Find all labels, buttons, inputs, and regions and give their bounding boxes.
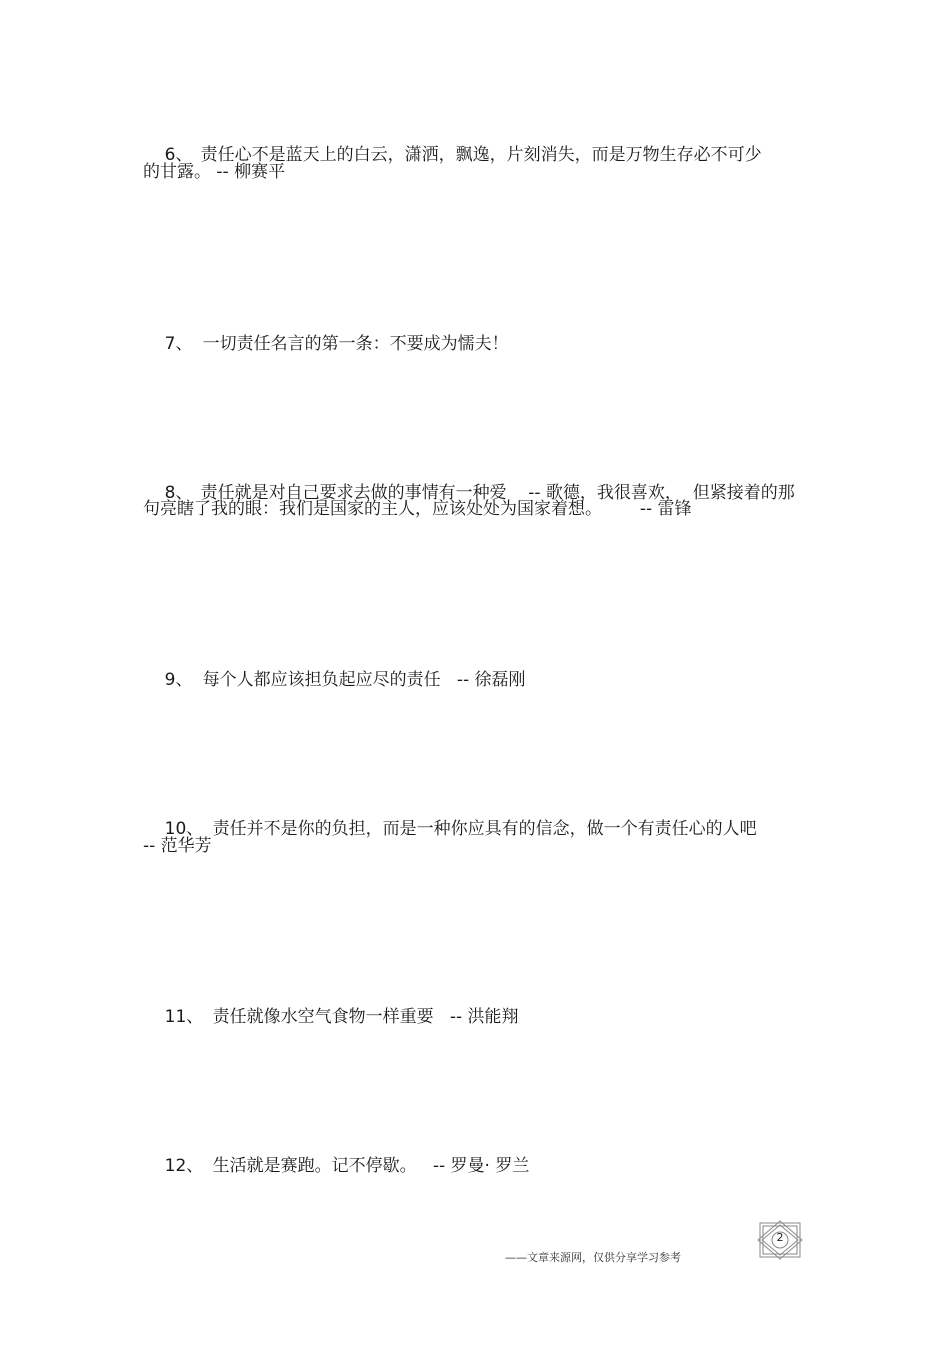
quote-11-text: 责任就像水空气食物一样重要 -- 洪能翔 [212,1007,519,1027]
page-number: 2 [776,1231,784,1244]
quote-9-text: 每个人都应该担负起应尽的责任 -- 徐磊刚 [202,670,526,690]
quote-11-number: 11、 [164,1007,204,1027]
quote-7-number: 7、 [164,334,193,354]
quote-12-line-1 [143,1136,529,1196]
quote-8-text: 责任就是对自己要求去做的事情有一种爱 -- 歌德，我很喜欢， 但紧接着的那 [200,483,795,503]
quote-7-line-1 [143,314,509,374]
quote-9-line-1 [143,650,526,710]
quote-6-text: 责任心不是蓝天上的白云，潇洒，飘逸，片刻消失，而是万物生存必不可少 [200,145,762,165]
quote-10-text: 责任并不是你的负担，而是一种你应具有的信念，做一个有责任心的人吧 [212,819,757,839]
footer-source-text: ——文章来源网，仅供分享学习参考 [505,1251,681,1264]
quote-10-line-2: -- 范华芳 [143,836,212,856]
quote-6-line-2: 的甘露。 -- 柳赛平 [143,162,286,182]
quote-8-line-2: 句亮瞎了我的眼：我们是国家的主人，应该处处为国家着想。 -- 雷锋 [143,499,692,519]
quote-9-number: 9、 [164,670,193,690]
quote-6-number: 6、 [164,145,193,165]
quote-7-text: 一切责任名言的第一条：不要成为懦夫！ [202,334,509,354]
quote-12-number: 12、 [164,1156,204,1176]
quote-8-number: 8、 [164,483,193,503]
quote-12-text: 生活就是赛跑。记不停歇。 -- 罗曼· 罗兰 [212,1156,530,1176]
quote-10-number: 10、 [164,819,204,839]
quote-10-line-1 [143,799,757,859]
quote-11-line-1 [143,987,519,1047]
